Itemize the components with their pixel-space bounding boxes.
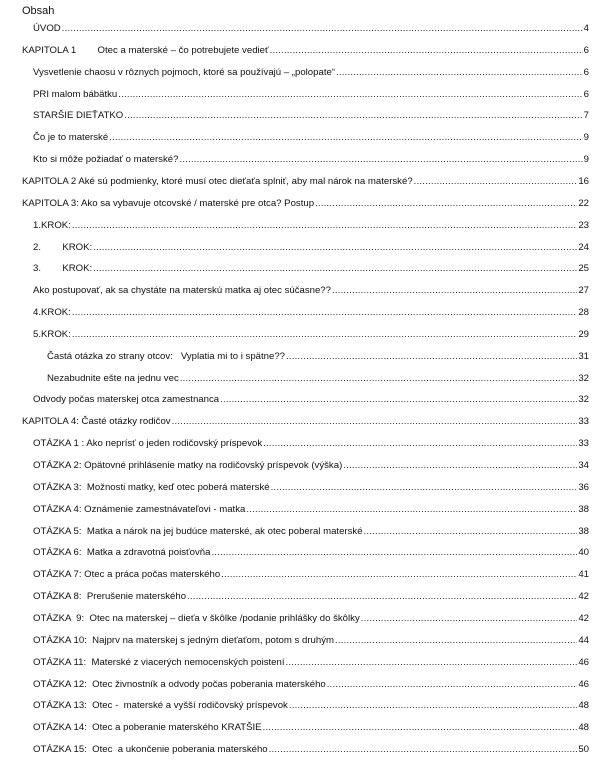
- toc-leader-dots: [124, 110, 582, 122]
- toc-entry[interactable]: [0, 43, 589, 57]
- toc-entry-label: KAPITOLA 3: Ako sa vybavuje otcovské / materské pre otca? Postup: [22, 197, 315, 209]
- toc-entry-page: 48: [578, 700, 589, 712]
- toc-leader-dots: [286, 351, 577, 363]
- toc-entry-page: 4: [583, 23, 589, 34]
- toc-leader-dots: [270, 45, 583, 57]
- toc-entry-label: KAPITOLA 1 Otec a materské – čo potrebujete vedieť: [22, 44, 269, 56]
- toc-entry-label: OTÁZKA 3: Možnosti matky, keď otec poberá materské: [33, 481, 270, 493]
- toc-entry-label: 2. KROK:: [33, 241, 93, 253]
- toc-entry-page: 6: [583, 66, 589, 78]
- toc-entry-page: 38: [578, 503, 589, 515]
- toc-entry-page: 32: [578, 394, 589, 406]
- toc-leader-dots: [72, 329, 577, 341]
- toc-entry-page: 28: [578, 307, 589, 319]
- toc-entry[interactable]: [0, 261, 589, 275]
- toc-entry[interactable]: [0, 414, 589, 428]
- toc-entry-label: OTÁZKA 7: Otec a práca počas materského: [33, 569, 221, 581]
- toc-entry-page: 42: [578, 591, 589, 603]
- toc-entry-label: KAPITOLA 4: Časté otázky rodičov: [22, 416, 171, 428]
- toc-entry-label: OTÁZKA 9: Otec na materskej – dieťa v škôlke /podanie prihlášky do škôlky: [33, 612, 360, 624]
- toc-leader-dots: [109, 132, 582, 144]
- toc-entry-page: 25: [578, 263, 589, 275]
- toc-entry-label: OTÁZKA 14: Otec a poberanie materského KRATŠIE: [33, 722, 262, 734]
- toc-entry-label: 3. KROK:: [33, 263, 93, 275]
- toc-entry-page: 23: [578, 219, 589, 231]
- toc-entry-page: 33: [578, 438, 589, 450]
- toc-entry-label: 5.KROK:: [33, 328, 71, 340]
- toc-entry[interactable]: [0, 218, 589, 232]
- toc-leader-dots: [246, 504, 577, 516]
- toc-entry-label: Ako postupovať, ak sa chystáte na materskú matka aj otec súčasne??: [33, 285, 331, 297]
- toc-entry-page: 40: [578, 547, 589, 559]
- toc-entry[interactable]: [0, 677, 589, 691]
- toc-entry-page: 41: [578, 569, 589, 581]
- toc-leader-dots: [62, 23, 583, 35]
- toc-entry-label: OTÁZKA 4: Oznámenie zamestnávateľovi - matka: [33, 503, 246, 515]
- toc-entry[interactable]: [0, 130, 589, 144]
- toc-entry[interactable]: [0, 108, 589, 122]
- toc-leader-dots: [72, 307, 577, 319]
- toc-entry-page: 9: [583, 154, 589, 166]
- toc-entry-page: 46: [578, 656, 589, 668]
- toc-entry-page: 29: [578, 328, 589, 340]
- toc-entry-label: OTÁZKA 11: Materské z viacerých nemocenských poistení: [33, 656, 285, 668]
- toc-entry[interactable]: [0, 21, 589, 35]
- toc-entry-page: 24: [578, 241, 589, 253]
- toc-leader-dots: [263, 438, 577, 450]
- toc-entry-page: 31: [578, 350, 589, 362]
- toc-leader-dots: [364, 526, 578, 538]
- toc-entry[interactable]: [0, 305, 589, 319]
- toc-leader-dots: [93, 242, 577, 254]
- toc-leader-dots: [93, 263, 577, 275]
- toc-heading: Obsah: [22, 5, 55, 17]
- toc-entry[interactable]: [0, 196, 589, 210]
- toc-leader-dots: [286, 657, 578, 669]
- toc-entry-label: OTÁZKA 8: Prerušenie materského: [33, 591, 187, 603]
- toc-entry-label: STARŠIE DIEŤATKO: [33, 110, 124, 122]
- toc-leader-dots: [327, 679, 578, 691]
- toc-leader-dots: [263, 722, 578, 734]
- toc-entry-page: 50: [578, 744, 589, 756]
- toc-entry-label: Odvody počas materskej otca zamestnanca: [33, 394, 220, 406]
- toc-entry-label: OTÁZKA 13: Otec - materské a vyšší rodičovský príspevok: [33, 700, 288, 712]
- toc-leader-dots: [315, 198, 577, 210]
- toc-entry-label: OTÁZKA 5: Matka a nárok na jej budúce materské, ak otec poberal materské: [33, 525, 363, 537]
- toc-entry[interactable]: [0, 502, 589, 516]
- toc-entry[interactable]: [0, 152, 589, 166]
- toc-entry[interactable]: [0, 720, 589, 734]
- toc-leader-dots: [289, 700, 577, 712]
- toc-entry[interactable]: [0, 655, 589, 669]
- toc-entry-label: OTÁZKA 1 : Ako neprísť o jeden rodičovský príspevok: [33, 438, 263, 450]
- toc-entry[interactable]: [0, 633, 589, 647]
- toc-entry-page: 32: [578, 372, 589, 384]
- toc-leader-dots: [187, 591, 577, 603]
- toc-leader-dots: [72, 220, 577, 232]
- toc-entry-label: PRI malom bábätku: [33, 88, 118, 100]
- toc-leader-dots: [211, 547, 577, 559]
- toc-entry-label: OTÁZKA 15: Otec a ukončenie poberania materského: [33, 744, 268, 756]
- toc-entry-page: 6: [583, 88, 589, 100]
- toc-entry[interactable]: [0, 589, 589, 603]
- toc-entry[interactable]: [0, 349, 589, 363]
- toc-leader-dots: [179, 154, 582, 166]
- toc-entry-label: ÚVOD: [33, 23, 61, 34]
- toc-entry-label: Nezabudnite ešte na jednu vec: [47, 372, 179, 384]
- toc-entry-page: 38: [578, 525, 589, 537]
- toc-entry[interactable]: [0, 392, 589, 406]
- toc-entry[interactable]: [0, 87, 589, 101]
- toc-leader-dots: [343, 460, 577, 472]
- toc-entry[interactable]: [0, 524, 589, 538]
- toc-entry-label: KAPITOLA 2 Aké sú podmienky, ktoré musí otec dieťaťa splniť, aby mal nárok na materské?: [22, 175, 413, 187]
- toc-entry[interactable]: [0, 567, 589, 581]
- toc-entry[interactable]: [0, 458, 589, 472]
- toc-leader-dots: [221, 569, 577, 581]
- toc-entry-label: OTÁZKA 6: Matka a zdravotná poisťovňa: [33, 547, 211, 559]
- toc-entry-page: 46: [578, 678, 589, 690]
- toc-entry[interactable]: [0, 240, 589, 254]
- toc-entry[interactable]: [0, 698, 589, 712]
- toc-leader-dots: [361, 613, 578, 625]
- toc-entry[interactable]: [0, 611, 589, 625]
- toc-leader-dots: [220, 394, 577, 406]
- toc-entry-page: 33: [578, 416, 589, 428]
- toc-entry-page: 16: [578, 175, 589, 187]
- toc-entry-label: Častá otázka zo strany otcov: Vyplatia mi to i spätne??: [47, 350, 286, 362]
- toc-entry[interactable]: [0, 742, 589, 756]
- toc-entry-page: 48: [578, 722, 589, 734]
- toc-entry[interactable]: [0, 65, 589, 79]
- toc-entry[interactable]: [0, 436, 589, 450]
- toc-entry[interactable]: [0, 327, 589, 341]
- toc-entry[interactable]: [0, 283, 589, 297]
- toc-entry[interactable]: [0, 545, 589, 559]
- toc-leader-dots: [118, 89, 582, 101]
- toc-entry-page: 34: [578, 460, 589, 471]
- toc-entry-page: 9: [583, 132, 589, 144]
- toc-entry-label: Vysvetlenie chaosu v rôznych pojmoch, ktoré sa používajú – „polopate“: [33, 66, 336, 78]
- toc-entry-page: 44: [578, 634, 589, 646]
- toc-entry-page: 27: [578, 285, 589, 297]
- toc-entry[interactable]: [0, 371, 589, 385]
- toc-entry-label: OTÁZKA 12: Otec živnostník a odvody počas poberania materského: [33, 678, 326, 690]
- toc-entry-page: 6: [583, 44, 589, 56]
- toc-entry[interactable]: [0, 174, 589, 188]
- toc-entry-label: Kto si môže požiadať o materské?: [33, 154, 179, 166]
- toc-leader-dots: [269, 744, 578, 756]
- toc-leader-dots: [172, 416, 578, 428]
- toc-entry[interactable]: [0, 480, 589, 494]
- toc-entry-page: 36: [578, 481, 589, 493]
- toc-leader-dots: [180, 373, 578, 385]
- toc-leader-dots: [271, 482, 578, 494]
- toc-entry-label: OTÁZKA 2: Opätovné prihlásenie matky na rodičovský príspevok (výška): [33, 460, 343, 471]
- toc-leader-dots: [332, 285, 577, 297]
- toc-leader-dots: [414, 176, 578, 188]
- toc-entry-page: 7: [583, 110, 589, 122]
- toc-leader-dots: [336, 67, 583, 79]
- toc-entry-label: 4.KROK:: [33, 307, 71, 319]
- toc-entry-label: OTÁZKA 10: Najprv na materskej s jedným dieťaťom, potom s druhým: [33, 634, 334, 646]
- toc-entry-label: Čo je to materské: [33, 132, 109, 144]
- toc-entry-label: 1.KROK:: [33, 219, 71, 231]
- toc-leader-dots: [335, 635, 577, 647]
- toc-entry-page: 42: [578, 612, 589, 624]
- toc-entry-page: 22: [578, 197, 589, 209]
